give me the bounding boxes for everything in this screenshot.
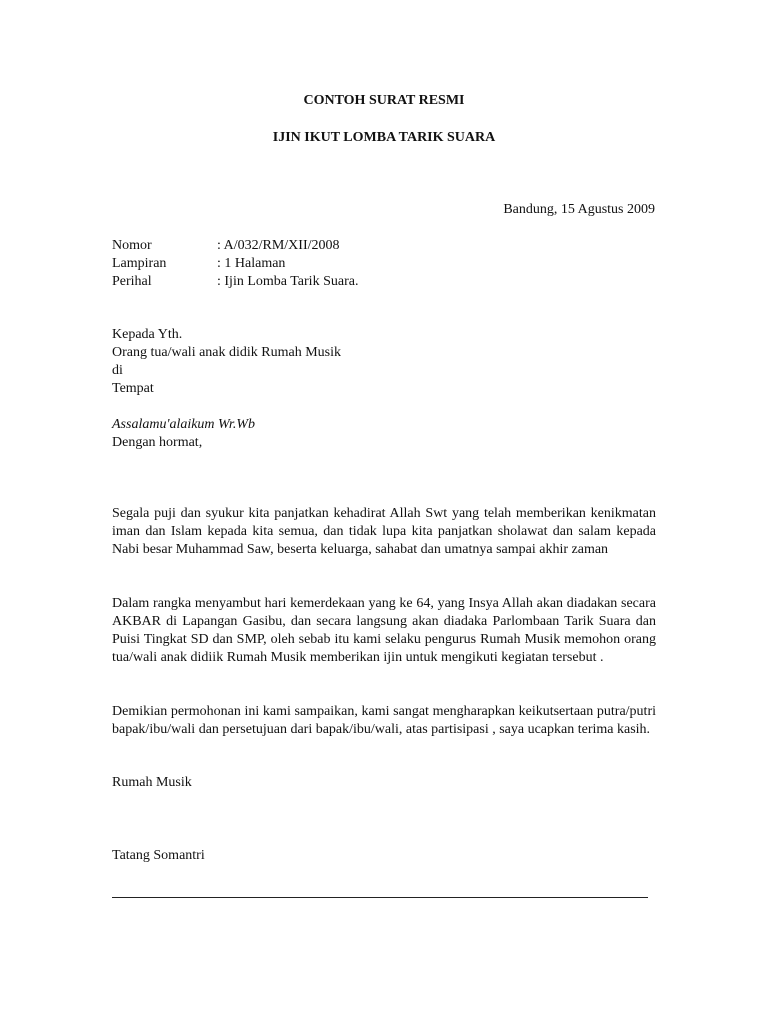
document-title: CONTOH SURAT RESMI [303, 93, 465, 108]
divider-line [112, 897, 648, 898]
recipient-line: Kepada Yth. [112, 327, 183, 342]
sender-name: Rumah Musik [112, 775, 192, 790]
meta-perihal-value: : Ijin Lomba Tarik Suara. [217, 274, 359, 289]
document-subtitle: IJIN IKUT LOMBA TARIK SUARA [272, 130, 496, 145]
recipient-line: di [112, 363, 123, 378]
meta-perihal-label: Perihal [112, 274, 152, 289]
greeting-salam: Assalamu'alaikum Wr.Wb [112, 417, 255, 432]
recipient-block [112, 326, 341, 398]
meta-nomor [112, 238, 340, 254]
recipient-line: Tempat [112, 381, 154, 396]
body-paragraph-2: Dalam rangka menyambut hari kemerdekaan yang ke 64, yang Insya Allah akan diadakan secara AKBAR di Lapangan Gasibu, dan secara langsung akan diadaka Parlombaan Tarik Suara dan Puisi Tingkat SD dan SMP, oleh sebab itu kami selaku pengurus Rumah Musik memohon orang tua/wali anak didiik Rumah Musik memberikan ijin untuk mengikuti kegiatan tersebut . [112, 596, 656, 665]
greeting-block [112, 416, 255, 452]
meta-nomor-label: Nomor [112, 238, 152, 253]
recipient-line: Orang tua/wali anak didik Rumah Musik [112, 345, 342, 360]
body-paragraph-1: Segala puji dan syukur kita panjatkan kehadirat Allah Swt yang telah memberikan kenikmatan iman dan Islam kepada kita semua, dan tidak lupa kita panjatkan sholawat dan salam kepada Nabi besar Muhammad Saw, beserta keluarga, sahabat dan umatnya sampai akhir zaman [112, 506, 656, 557]
meta-lampiran-value: : 1 Halaman [217, 256, 286, 271]
meta-lampiran [112, 256, 285, 272]
letter-date: Bandung, 15 Agustus 2009 [503, 202, 655, 217]
meta-perihal [112, 274, 358, 290]
signer-name: Tatang Somantri [112, 848, 205, 863]
body-paragraph-3: Demikian permohonan ini kami sampaikan, kami sangat mengharapkan keikutsertaan putra/putri bapak/ibu/wali dan persetujuan dari bapak/ibu/wali, atas partisipasi , saya ucapkan terima kasih. [112, 704, 656, 737]
greeting-hormat: Dengan hormat, [112, 435, 203, 450]
meta-lampiran-label: Lampiran [112, 256, 167, 271]
meta-nomor-value: : A/032/RM/XII/2008 [217, 238, 340, 253]
